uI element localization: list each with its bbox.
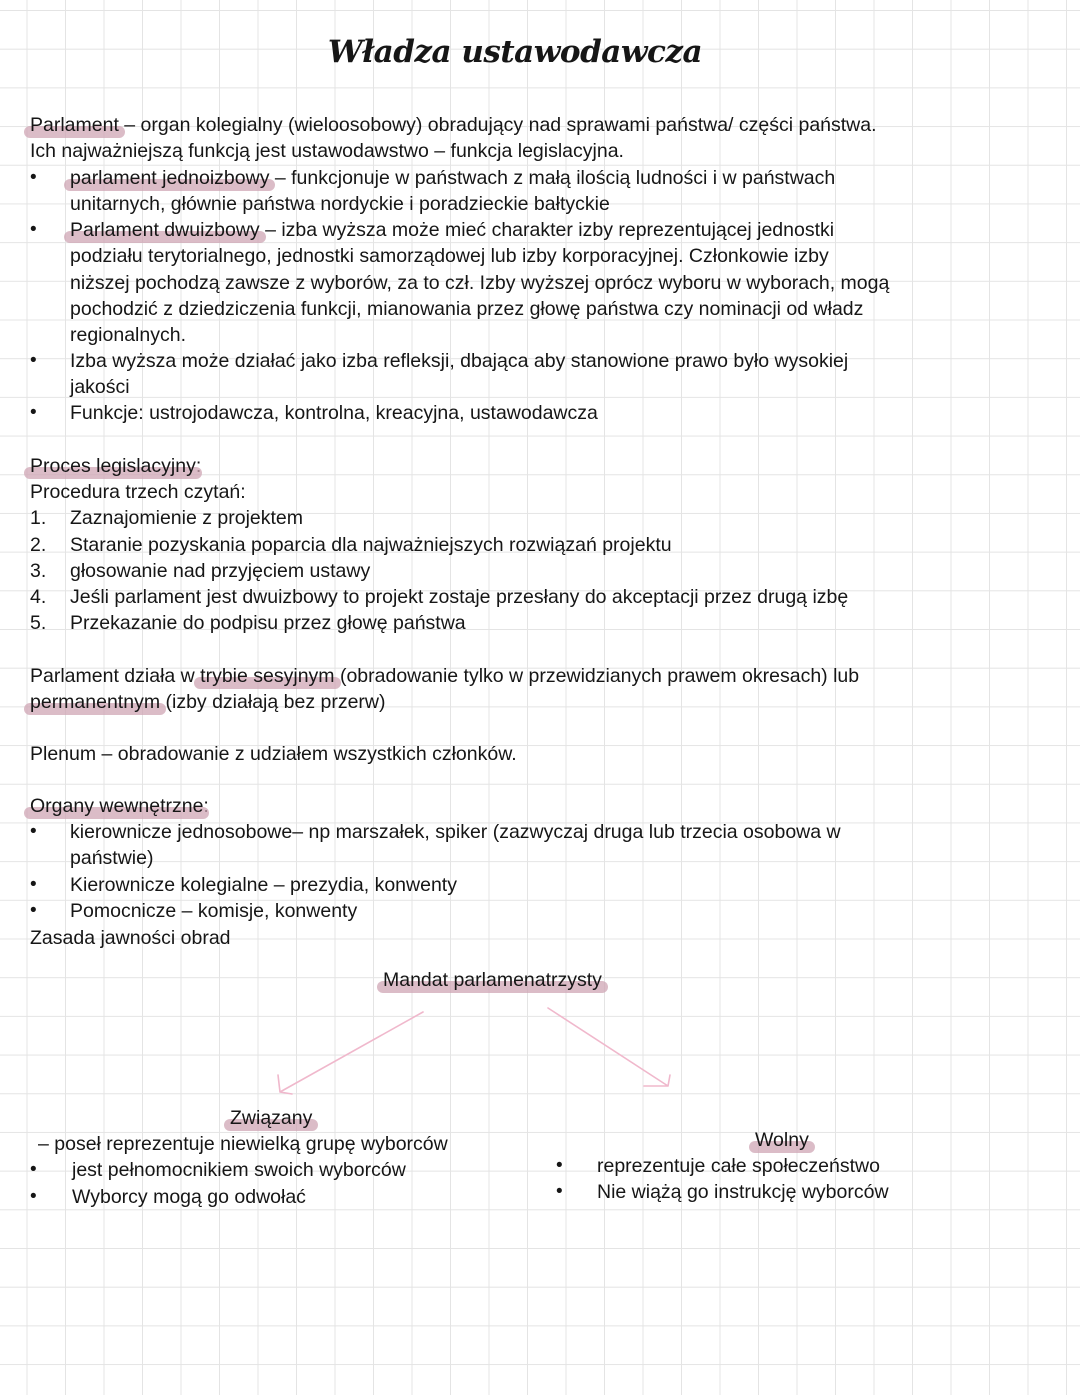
bullet-item: kierownicze jednosobowe– np marszałek, spiker (zazwyczaj druga lub trzecia osobowa w (70, 821, 841, 843)
text-line: pochodzić z dziedziczenia funkcji, mianowania przez głowę państwa czy nominacji od władz (70, 298, 864, 320)
plenum-definition: Plenum – obradowanie z udziałem wszystkich członków. (30, 743, 517, 765)
bullet-icon: • (556, 1181, 563, 1202)
bullet-icon: • (30, 1159, 37, 1180)
bullet-icon: • (556, 1155, 563, 1176)
term-parlament: Parlament (30, 114, 119, 136)
step-num: 3. (30, 560, 47, 582)
bullet-icon: • (30, 167, 37, 188)
bullet-icon: • (30, 1186, 37, 1207)
mandat-title-text: Mandat parlamenatrzysty (383, 969, 602, 991)
step-text: głosowanie nad przyjęciem ustawy (70, 560, 371, 582)
text: – izba wyższa może mieć charakter izby reprezentującej jednostki (259, 219, 835, 241)
text: – organ kolegialny (wieloosobowy) obradujący nad sprawami państwa/ części państwa. (118, 114, 877, 136)
term-trybie-sesyjnym: trybie sesyjnym (200, 665, 335, 687)
step-num: 2. (30, 534, 47, 556)
bullet-icon: • (30, 402, 37, 423)
bullet-item: reprezentuje całe społeczeństwo (597, 1155, 880, 1177)
text-line: podziału terytorialnego, jednostki samorządowej lub izby korporacyjnej. Członkowie izby (70, 245, 829, 267)
arrow-right-icon (548, 1008, 670, 1086)
term-dwuizbowy: Parlament dwuizbowy (70, 219, 260, 241)
page-title: Władza ustawodawcza (327, 34, 703, 70)
step-text: Przekazanie do podpisu przez głowę państwa (70, 612, 466, 634)
bullet-icon: • (30, 900, 37, 921)
bullet-icon: • (30, 874, 37, 895)
arrow-left-icon (278, 1012, 423, 1094)
heading-text: Wolny (755, 1129, 809, 1151)
text-line: unitarnych, głównie państwa nordyckie i poradzieckie bałtyckie (70, 193, 610, 215)
bullet-icon: • (30, 219, 37, 240)
text-line: Procedura trzech czytań: (30, 481, 246, 503)
bullet-icon: • (30, 350, 37, 371)
bullet-icon: • (30, 821, 37, 842)
bullet-item: Izba wyższa może działać jako izba refleksji, dbająca aby stanowione prawo było wysokiej (70, 350, 849, 372)
bullet-item: Kierownicze kolegialne – prezydia, konwenty (70, 874, 457, 896)
step-text: Staranie pozyskania poparcia dla najważniejszych rozwiązań projektu (70, 534, 672, 556)
heading-text: Proces legislacyjny (30, 455, 196, 477)
step-text: Jeśli parlament jest dwuizbowy to projekt zostaje przesłany do akceptacji przez drugą izbę (70, 586, 849, 608)
text-line: Zasada jawności obrad (30, 927, 231, 949)
text: (obradowanie tylko w przewidzianych prawem okresach) lub (334, 665, 860, 687)
term-jednoizbowy: parlament jednoizbowy (70, 167, 270, 189)
text-line: jakości (70, 376, 130, 398)
colon: : (195, 455, 202, 477)
heading-text: Organy wewnętrzne (30, 795, 204, 817)
text: (izby działają bez przerw) (160, 691, 386, 713)
text-line: niższej pochodzą zawsze z wyborów, za to czł. Izby wyższej oprócz wyboru w wyborach, mogą (70, 272, 890, 294)
colon: : (203, 795, 209, 817)
bullet-item: jest pełnomocnikiem swoich wyborców (72, 1159, 406, 1181)
step-num: 4. (30, 586, 47, 608)
step-text: Zaznajomienie z projektem (70, 507, 304, 529)
step-num: 5. (30, 612, 47, 634)
heading-text: Związany (230, 1107, 313, 1129)
mandat-wolny-heading (755, 1127, 809, 1153)
text-line: – poseł reprezentuje niewielką grupę wyborców (38, 1133, 448, 1155)
text: Parlament działa w (30, 665, 201, 687)
text: – funkcjonuje w państwach z małą ilością ludności i w państwach (269, 167, 836, 189)
mandat-zwiazany-heading (230, 1105, 312, 1131)
text-line: regionalnych. (70, 324, 186, 346)
term-permanentnym: permanentnym (30, 691, 161, 713)
bullet-item: Funkcje: ustrojodawcza, kontrolna, kreacyjna, ustawodawcza (70, 402, 598, 424)
bullet-item: Pomocnicze – komisje, konwenty (70, 900, 358, 922)
bullet-item: Wyborcy mogą go odwołać (72, 1186, 306, 1208)
text-line: Ich najważniejszą funkcją jest ustawodawstwo – funkcja legislacyjna. (30, 140, 624, 162)
text-line: państwie) (70, 847, 154, 869)
bullet-item: Nie wiążą go instrukcję wyborców (597, 1181, 889, 1203)
step-num: 1. (30, 507, 47, 529)
